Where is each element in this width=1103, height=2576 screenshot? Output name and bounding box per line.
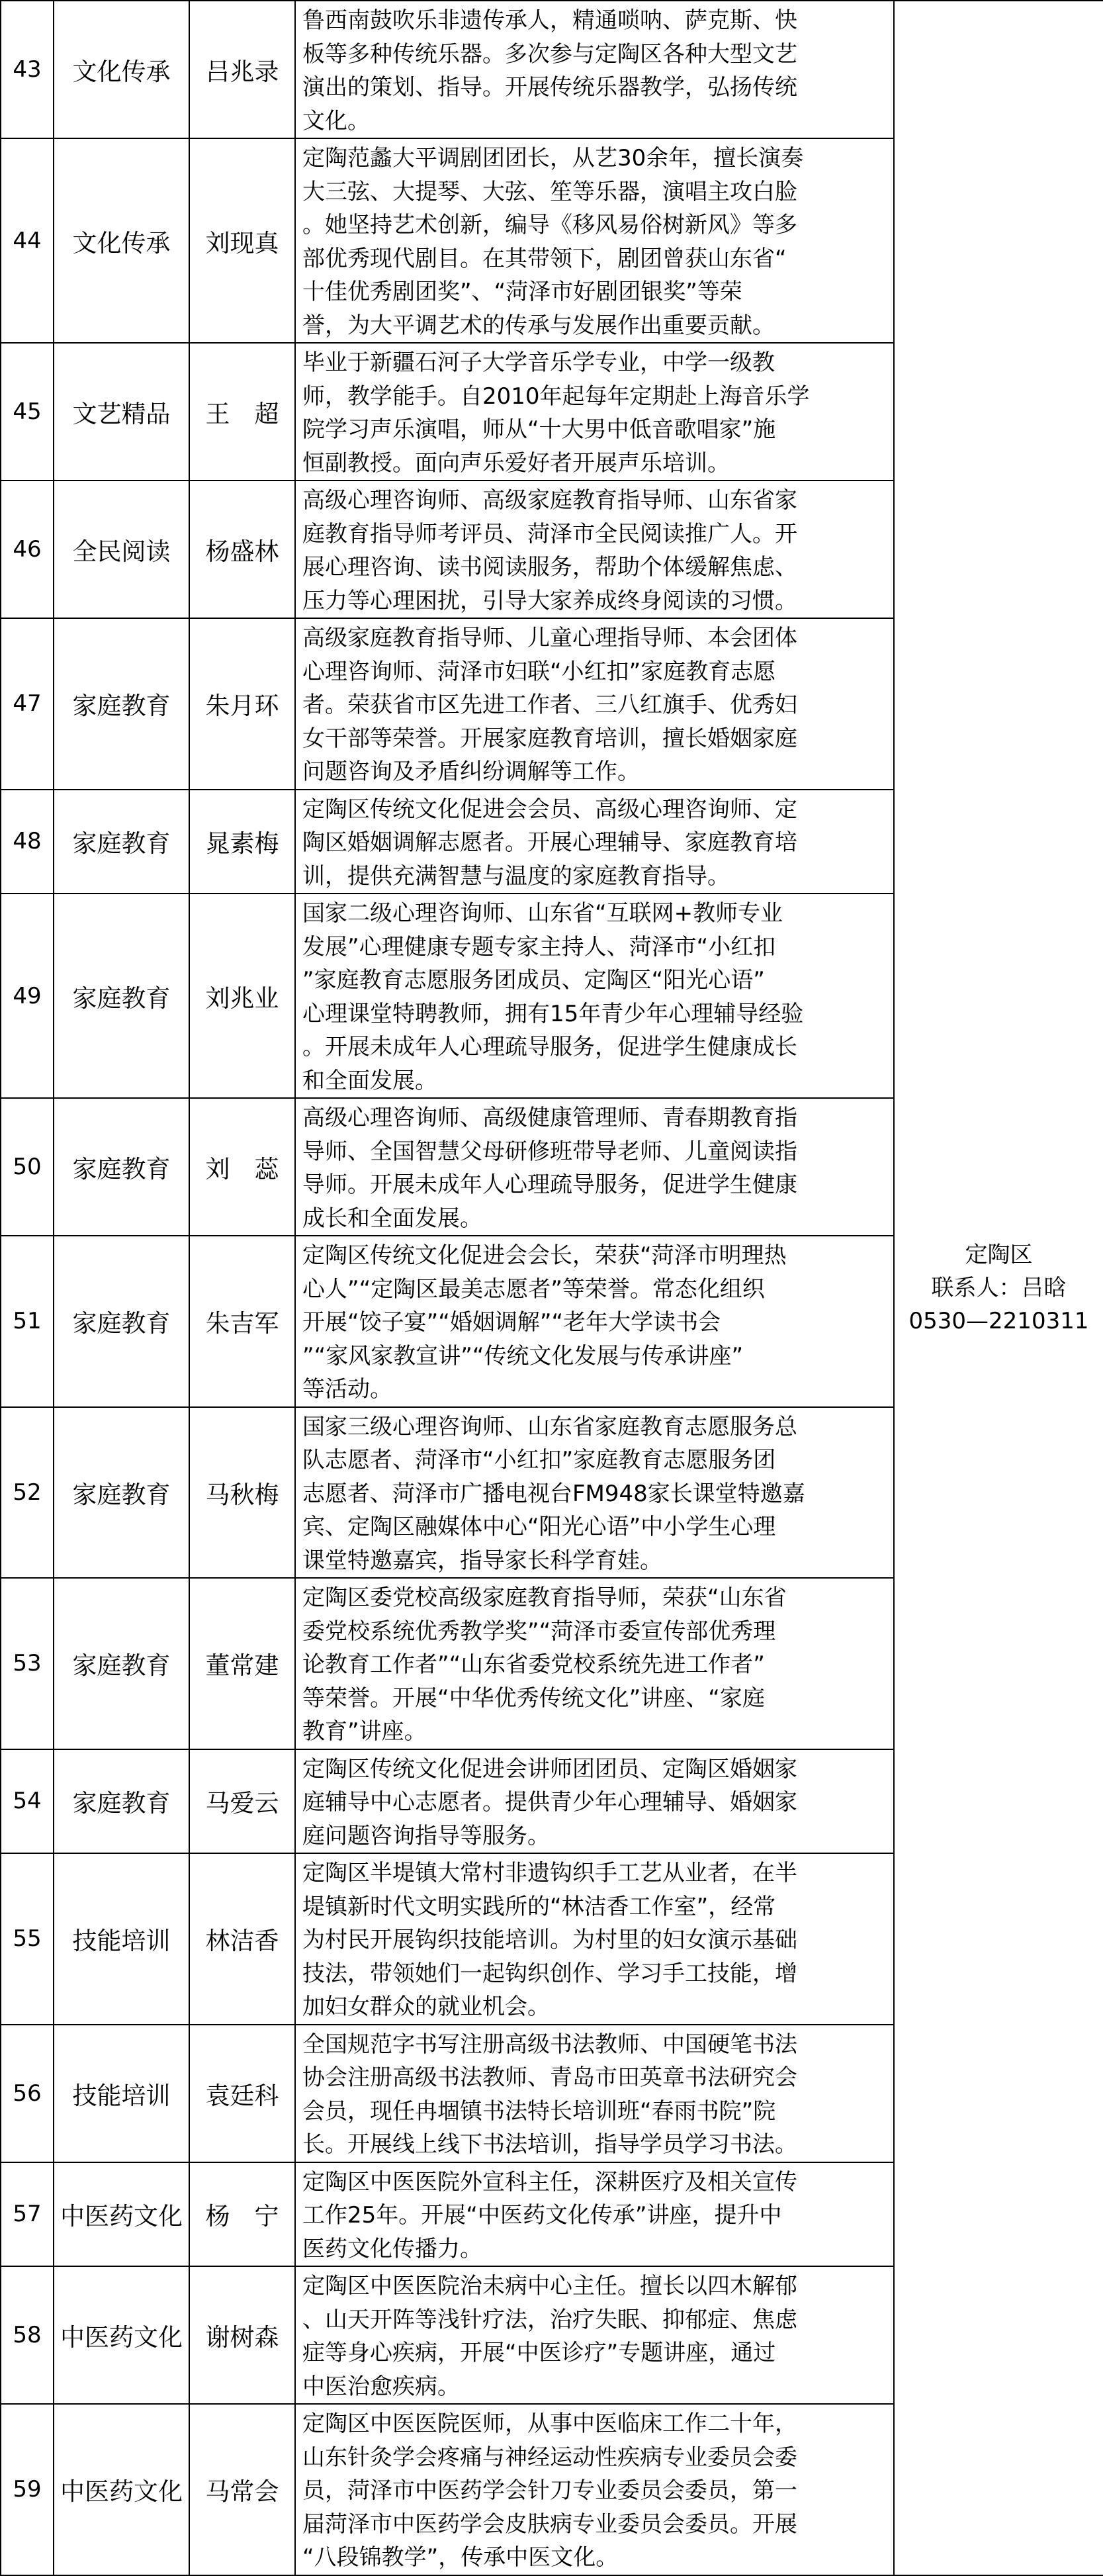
- description-line: 为村民开展钩织技能培训。为村里的妇女演示基础: [302, 1927, 797, 1953]
- description-line: 女干部等荣誉。开展家庭教育培训，擅长婚姻家庭: [302, 725, 797, 752]
- row-number: 58: [1, 2266, 54, 2404]
- description-line: 员，菏泽市中医药学会针刀专业委员会委员，第一: [302, 2477, 797, 2504]
- category-cell: 中医药文化: [54, 2404, 189, 2575]
- row-number: 48: [1, 790, 54, 894]
- description-cell: [295, 1578, 894, 1749]
- description-line: “八段锦教学”，传承中医文化。: [302, 2544, 619, 2571]
- category-cell: 家庭教育: [54, 1407, 189, 1579]
- row-number: 55: [1, 1853, 54, 2025]
- description-line: 部优秀现代剧目。在其带领下，剧团曾获山东省“: [302, 245, 787, 272]
- category-cell: 文化传承: [54, 1, 189, 138]
- category-cell: 文化传承: [54, 138, 189, 343]
- description-line: ”“家风家教宣讲”“传统文化发展与传承讲座”: [302, 1342, 744, 1369]
- description-line: 者。荣获省市区先进工作者、三八红旗手、优秀妇: [302, 692, 797, 718]
- description-line: 心人”“定陶区最美志愿者”等荣誉。常态化组织: [302, 1275, 765, 1303]
- description-line: 定陶区中医医院医师，从事中医临床工作二十年，: [302, 2411, 797, 2437]
- description-line: 恒副教授。面向声乐爱好者开展声乐培训。: [302, 449, 730, 477]
- description-cell: [295, 1098, 894, 1236]
- description-line: 文化。: [302, 107, 370, 134]
- person-name-cell: 马秋梅: [189, 1407, 295, 1579]
- description-line: 心理课堂特聘教师，拥有15年青少年心理辅导经验: [302, 1000, 804, 1027]
- person-name-cell: 杨盛林: [189, 481, 295, 618]
- category-cell: 家庭教育: [54, 1749, 189, 1854]
- description-line: 大三弦、大提琴、大弦、笙等乐器，演唱主攻白脸: [302, 178, 797, 205]
- contact-area: 定陶区: [965, 1241, 1033, 1268]
- person-name-cell: 刘现真: [189, 138, 295, 343]
- description-line: 工作25年。开展“中医药文化传承”讲座，提升中: [302, 2202, 782, 2229]
- row-number: 51: [1, 1236, 54, 1407]
- description-line: 展心理咨询、读书阅读服务，帮助个体缓解焦虑、: [302, 554, 797, 580]
- category-cell: 技能培训: [54, 1853, 189, 2025]
- description-line: 导师。开展未成年人心理疏导服务，促进学生健康: [302, 1172, 797, 1198]
- person-name-cell: 谢树森: [189, 2266, 295, 2404]
- category-cell: 中医药文化: [54, 2162, 189, 2267]
- description-line: 。开展未成年人心理疏导服务，促进学生健康成长: [302, 1034, 797, 1060]
- description-cell: [295, 2025, 894, 2162]
- row-number: 47: [1, 618, 54, 790]
- description-line: 定陶区半堤镇大常村非遗钩织手工艺从业者，在半: [302, 1860, 797, 1886]
- category-cell: 家庭教育: [54, 1098, 189, 1236]
- person-name-cell: 马爱云: [189, 1749, 295, 1854]
- description-cell: [295, 2162, 894, 2267]
- description-cell: [295, 618, 894, 790]
- description-line: 技法，带领她们一起钩织创作、学习手工技能，增: [302, 1960, 797, 1987]
- description-line: 鲁西南鼓吹乐非遗传承人，精通唢呐、萨克斯、快: [302, 7, 797, 34]
- row-number: 57: [1, 2162, 54, 2267]
- description-cell: [295, 1853, 894, 2025]
- description-line: 定陶区传统文化促进会讲师团团员、定陶区婚姻家: [302, 1755, 797, 1782]
- row-number: 44: [1, 138, 54, 343]
- person-name-cell: 刘兆业: [189, 894, 295, 1098]
- description-line: 高级心理咨询师、高级家庭教育指导师、山东省家: [302, 487, 797, 514]
- description-line: 教育”讲座。: [302, 1718, 427, 1745]
- row-number: 52: [1, 1407, 54, 1579]
- description-line: 定陶区中医医院外宣科主任，深耕医疗及相关宣传: [302, 2168, 797, 2195]
- description-line: 院学习声乐演唱，师从“十大男中低音歌唱家”施: [302, 416, 776, 443]
- description-line: 问题咨询及矛盾纠纷调解等工作。: [302, 759, 640, 785]
- category-cell: 技能培训: [54, 2025, 189, 2162]
- person-name-cell: 王 超: [189, 343, 295, 481]
- description-cell: [295, 790, 894, 894]
- description-line: 。她坚持艺术创新，编导《移风易俗树新风》等多: [302, 212, 797, 238]
- table-row: [1, 1, 1103, 138]
- person-name-cell: 林洁香: [189, 1853, 295, 2025]
- description-line: ”家庭教育志愿服务团成员、定陶区“阳光心语”: [302, 967, 765, 993]
- description-line: 协会注册高级书法教师、青岛市田英章书法研究会: [302, 2064, 797, 2091]
- table-body: [1, 1, 1103, 2575]
- description-cell: [295, 1236, 894, 1407]
- description-line: 等荣誉。开展“中华优秀传统文化”讲座、“家庭: [302, 1684, 765, 1712]
- description-cell: [295, 1, 894, 138]
- description-line: 加妇女群众的就业机会。: [302, 1994, 550, 2020]
- description-cell: [295, 1407, 894, 1579]
- description-line: 、山天开阵等浅针疗法，治疗失眠、抑郁症、焦虑: [302, 2306, 797, 2333]
- description-line: 论教育工作者”“山东省委党校系统先进工作者”: [302, 1651, 765, 1678]
- description-line: 定陶区委党校高级家庭教育指导师，荣获“山东省: [302, 1585, 787, 1611]
- description-line: 庭辅导中心志愿者。提供青少年心理辅导、婚姻家: [302, 1789, 797, 1816]
- person-name-cell: 刘 蕊: [189, 1098, 295, 1236]
- row-number: 43: [1, 1, 54, 138]
- description-line: 课堂特邀嘉宾，指导家长科学育娃。: [302, 1547, 662, 1574]
- contact-cell: [894, 1, 1103, 2575]
- category-cell: 家庭教育: [54, 1236, 189, 1407]
- description-line: 成长和全面发展。: [302, 1205, 482, 1232]
- person-name-cell: 杨 宁: [189, 2162, 295, 2267]
- description-line: 定陶范蠡大平调剧团团长，从艺30余年，擅长演奏: [302, 145, 804, 171]
- description-cell: [295, 2266, 894, 2404]
- person-name-cell: 朱月环: [189, 618, 295, 790]
- row-number: 45: [1, 343, 54, 481]
- row-number: 56: [1, 2025, 54, 2162]
- description-cell: [295, 481, 894, 618]
- description-line: 发展”心理健康专题专家主持人、菏泽市“小红扣: [302, 933, 776, 960]
- description-line: 等活动。: [302, 1376, 392, 1403]
- description-line: 陶区婚姻调解志愿者。开展心理辅导、家庭教育培: [302, 829, 797, 856]
- category-cell: 家庭教育: [54, 1578, 189, 1749]
- row-number: 53: [1, 1578, 54, 1749]
- description-line: 定陶区中医医院治未病中心主任。擅长以四木解郁: [302, 2273, 797, 2299]
- row-number: 59: [1, 2404, 54, 2575]
- description-line: 高级家庭教育指导师、儿童心理指导师、本会团体: [302, 625, 797, 651]
- row-number: 50: [1, 1098, 54, 1236]
- description-line: 师，教学能手。自2010年起每年定期赴上海音乐学: [302, 383, 810, 410]
- person-name-cell: 董常建: [189, 1578, 295, 1749]
- description-line: 高级心理咨询师、高级健康管理师、青春期教育指: [302, 1105, 797, 1131]
- description-cell: [295, 343, 894, 481]
- row-number: 54: [1, 1749, 54, 1854]
- description-line: 导师、全国智慧父母研修班带导老师、儿童阅读指: [302, 1138, 797, 1165]
- description-line: 山东针灸学会疼痛与神经运动性疾病专业委员会委: [302, 2444, 797, 2471]
- description-line: 庭问题咨询指导等服务。: [302, 1822, 550, 1849]
- description-line: 国家二级心理咨询师、山东省“互联网+教师专业: [302, 900, 783, 927]
- person-name-cell: 晁素梅: [189, 790, 295, 894]
- description-cell: [295, 138, 894, 343]
- description-line: 板等多种传统乐器。多次参与定陶区各种大型文艺: [302, 40, 797, 68]
- person-name-cell: 吕兆录: [189, 1, 295, 138]
- description-line: 训，提供充满智慧与温度的家庭教育指导。: [302, 862, 730, 890]
- person-name-cell: 马常会: [189, 2404, 295, 2575]
- description-line: 堤镇新时代文明实践所的“林洁香工作室”，经常: [302, 1893, 776, 1920]
- category-cell: 全民阅读: [54, 481, 189, 618]
- description-line: 委党校系统优秀教学奖”“菏泽市委宣传部优秀理: [302, 1618, 776, 1645]
- description-line: 中医治愈疾病。: [302, 2373, 460, 2400]
- row-number: 49: [1, 894, 54, 1098]
- description-line: 演出的策划、指导。开展传统乐器教学，弘扬传统: [302, 74, 797, 101]
- category-cell: 家庭教育: [54, 618, 189, 790]
- description-line: 国家三级心理咨询师、山东省家庭教育志愿服务总: [302, 1413, 797, 1440]
- description-cell: [295, 2404, 894, 2575]
- description-line: 届菏泽市中医药学会皮肤病专业委员会委员。开展: [302, 2510, 797, 2538]
- description-line: 和全面发展。: [302, 1067, 437, 1094]
- description-line: 症等身心疾病，开展“中医诊疗”专题讲座，通过: [302, 2340, 776, 2366]
- description-line: 毕业于新疆石河子大学音乐学专业，中学一级教: [302, 349, 775, 376]
- description-line: 心理咨询师、菏泽市妇联“小红扣”家庭教育志愿: [302, 658, 776, 685]
- description-cell: [295, 894, 894, 1098]
- description-line: 庭教育指导师考评员、菏泽市全民阅读推广人。开: [302, 520, 797, 547]
- row-number: 46: [1, 481, 54, 618]
- description-line: 志愿者、菏泽市广播电视台FM948家长课堂特邀嘉: [302, 1480, 805, 1507]
- category-cell: 文艺精品: [54, 343, 189, 481]
- description-line: 全国规范字书写注册高级书法教师、中国硬笔书法: [302, 2031, 797, 2058]
- description-line: 誉，为大平调艺术的传承与发展作出重要贡献。: [302, 312, 775, 339]
- category-cell: 家庭教育: [54, 894, 189, 1098]
- description-line: 定陶区传统文化促进会会长，荣获“菏泽市明理热: [302, 1242, 787, 1269]
- description-line: 十佳优秀剧团奖”、“菏泽市好剧团银奖”等荣: [302, 279, 742, 305]
- contact-phone: 0530—2210311: [908, 1307, 1089, 1334]
- person-name-cell: 朱吉军: [189, 1236, 295, 1407]
- description-line: 开展“饺子宴”“婚姻调解”“老年大学读书会: [302, 1309, 721, 1336]
- person-name-cell: 袁廷科: [189, 2025, 295, 2162]
- category-cell: 中医药文化: [54, 2266, 189, 2404]
- description-line: 压力等心理困扰，引导大家养成终身阅读的习惯。: [302, 587, 797, 614]
- description-line: 长。开展线上线下书法培训，指导学员学习书法。: [302, 2131, 797, 2158]
- description-line: 宾、定陶区融媒体中心“阳光心语”中小学生心理: [302, 1514, 776, 1540]
- description-line: 定陶区传统文化促进会会员、高级心理咨询师、定: [302, 796, 797, 823]
- category-cell: 家庭教育: [54, 790, 189, 894]
- description-line: 队志愿者、菏泽市“小红扣”家庭教育志愿服务团: [302, 1447, 776, 1473]
- description-cell: [295, 1749, 894, 1854]
- description-line: 医药文化传播力。: [302, 2235, 482, 2262]
- description-line: 会员，现任冉堌镇书法特长培训班“春雨书院”院: [302, 2097, 776, 2125]
- contact-person: 联系人：吕晗: [931, 1274, 1067, 1301]
